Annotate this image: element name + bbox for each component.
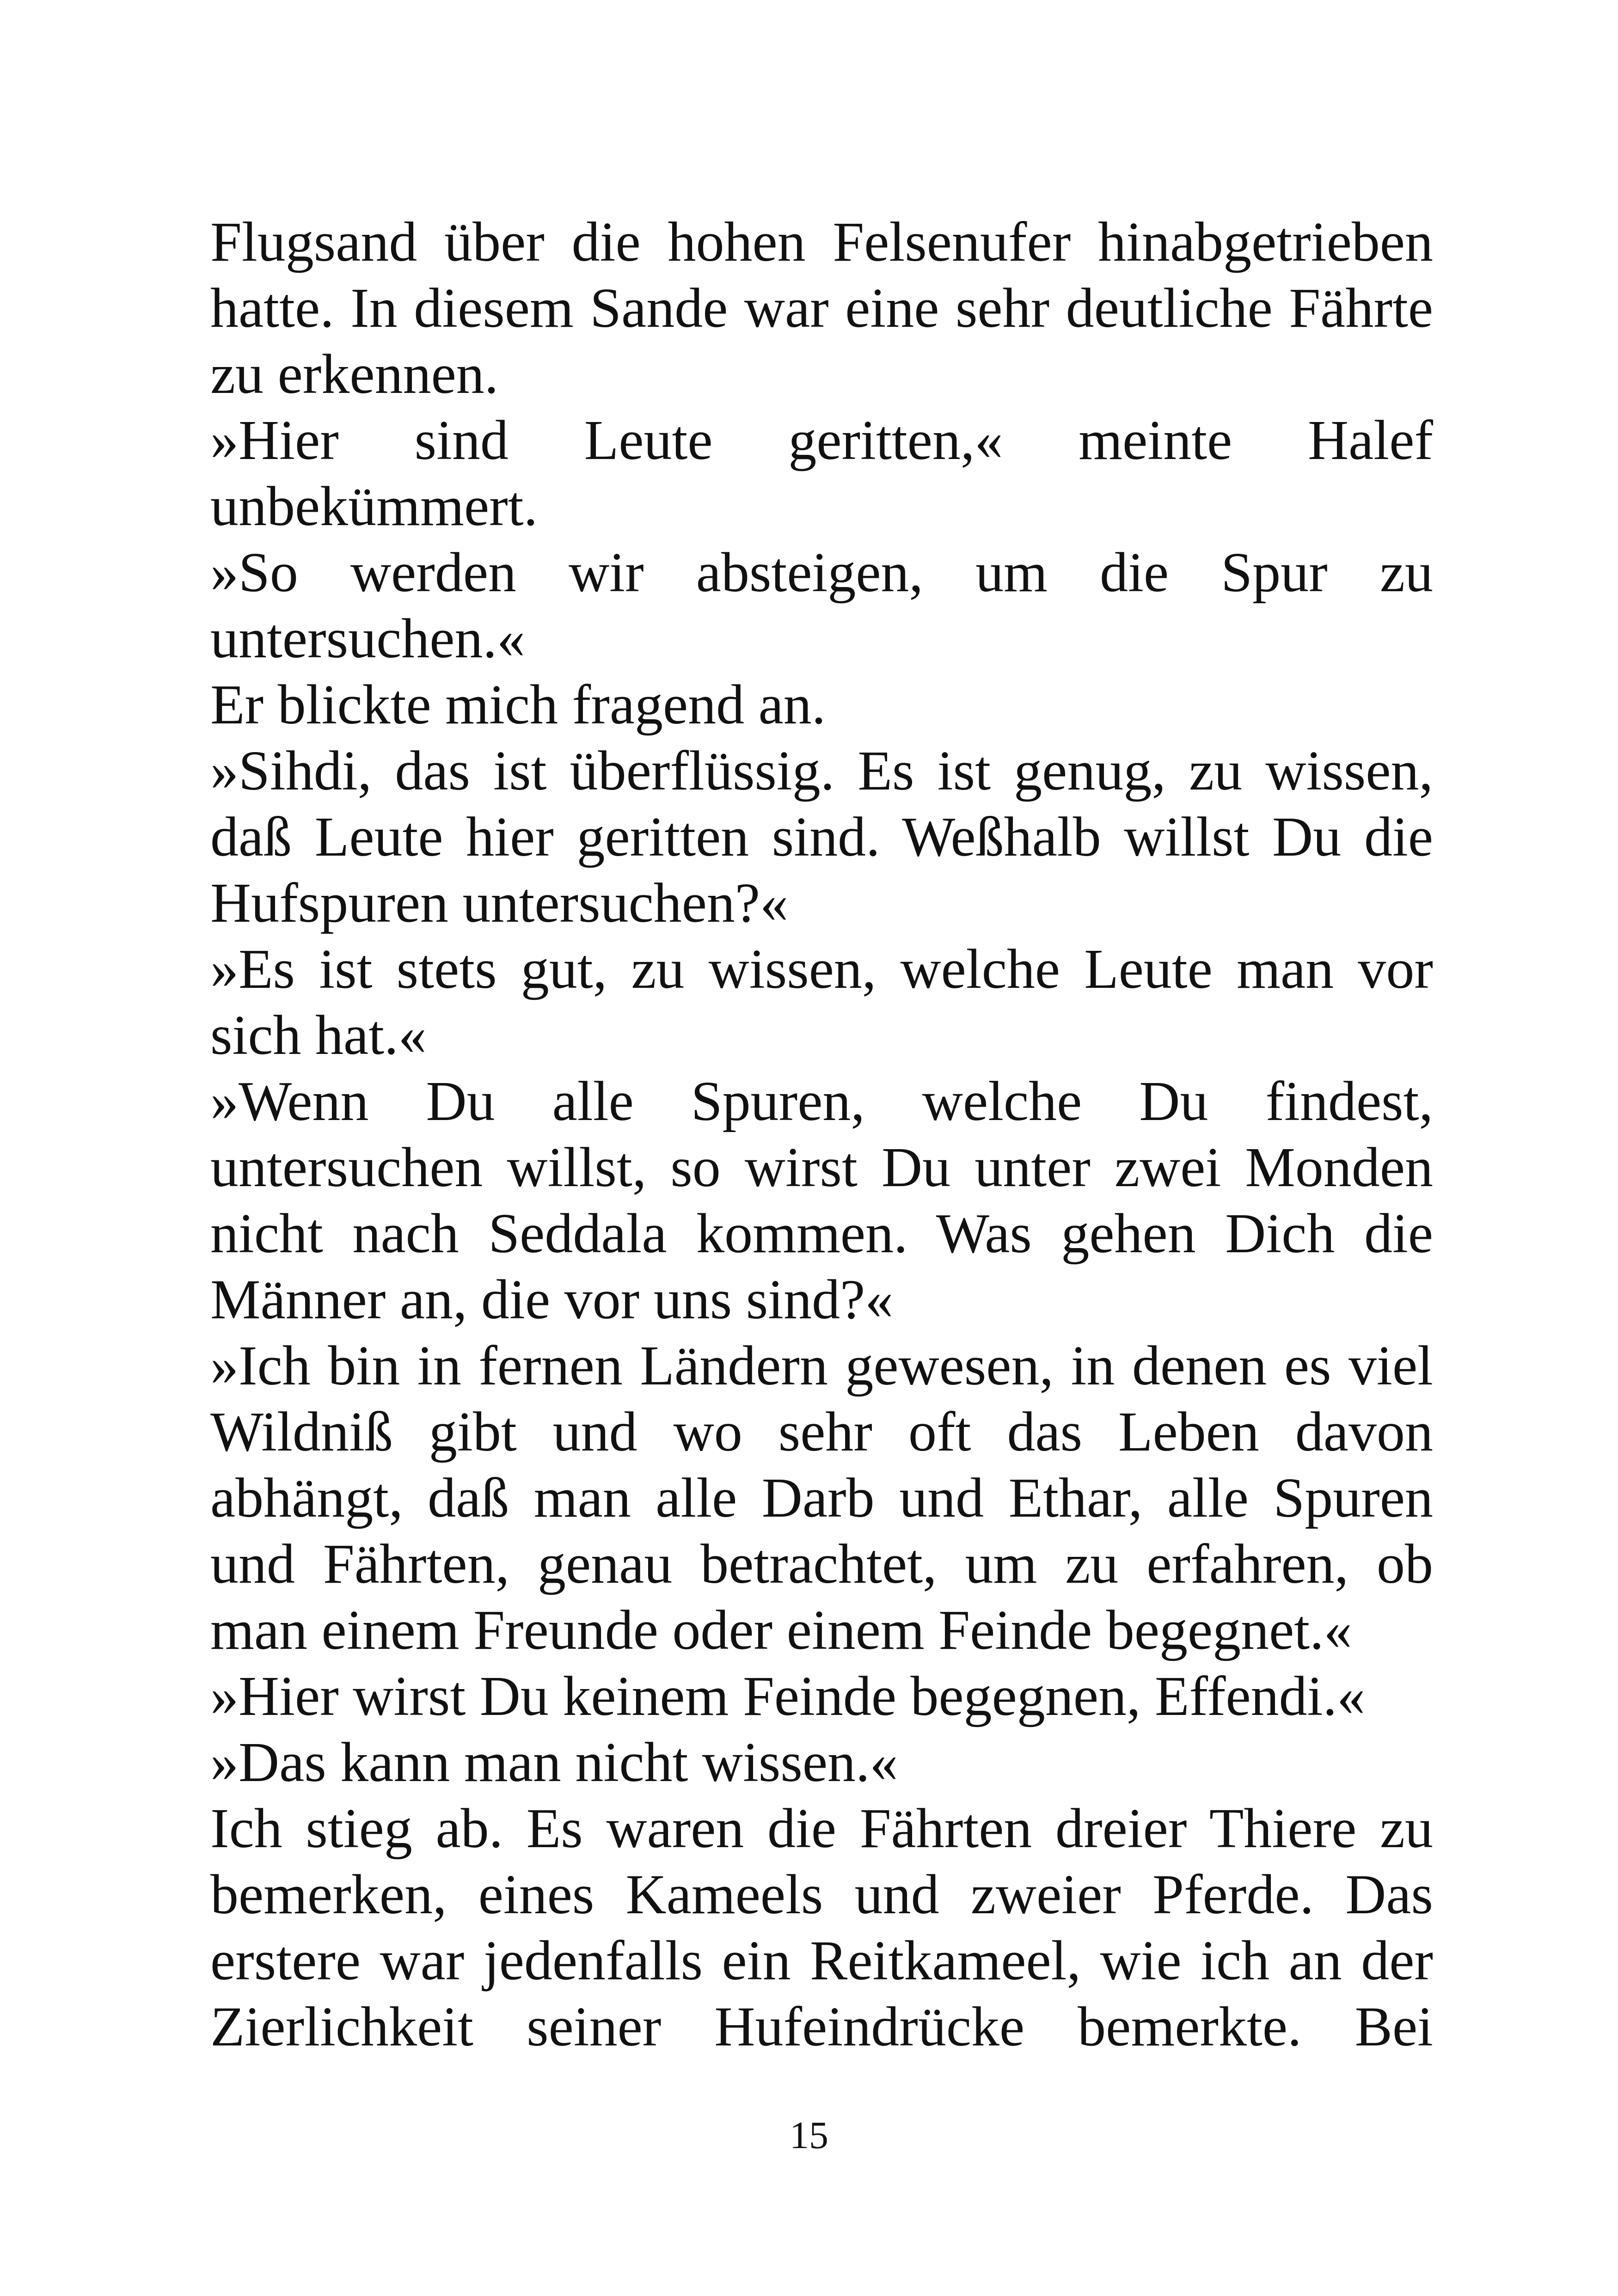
text-line: nicht nach Seddala kommen. Was gehen Dich die [210, 1202, 1433, 1265]
text-line: Hufspuren untersuchen?« [210, 872, 789, 934]
text-line: »Sihdi, das ist überflüssig. Es ist genug, zu wissen, [210, 740, 1433, 802]
text-line: Er blickte mich fragend an. [210, 673, 826, 736]
page-number: 15 [790, 2114, 828, 2157]
text-line: erstere war jedenfalls ein Reitkameel, wie ich an der [210, 1929, 1433, 1992]
text-line: sich hat.« [210, 1004, 427, 1066]
text-line: Männer an, die vor uns sind?« [210, 1268, 894, 1331]
text-line: zu erkennen. [210, 343, 499, 405]
text-line: Zierlichkeit seiner Hufeindrücke bemerkte. Bei [210, 1996, 1433, 2058]
text-line: »Ich bin in fernen Ländern gewesen, in denen es viel [210, 1335, 1433, 1397]
text-line: »Hier wirst Du keinem Feinde begegnen, Effendi.« [210, 1665, 1366, 1727]
text-line: unbekümmert. [210, 475, 538, 538]
text-line: untersuchen.« [210, 607, 525, 670]
text-line: »Es ist stets gut, zu wissen, welche Leute man vor [210, 938, 1433, 1000]
text-line: Wildniß gibt und wo sehr oft das Leben davon [210, 1401, 1433, 1463]
text-line: »Hier sind Leute geritten,« meinte Halef [210, 409, 1433, 471]
text-line: hatte. In diesem Sande war eine sehr deutliche Fährte [210, 277, 1433, 339]
text-line: man einem Freunde oder einem Feinde begegnet.« [210, 1599, 1352, 1661]
body-text [210, 209, 1433, 2060]
text-line: und Fährten, genau betrachtet, um zu erfahren, ob [210, 1533, 1433, 1595]
text-line: daß Leute hier geritten sind. Weßhalb willst Du die [210, 806, 1433, 868]
text-line: »Wenn Du alle Spuren, welche Du findest, [210, 1070, 1433, 1133]
text-line: Flugsand über die hohen Felsenufer hinabgetrieben [210, 211, 1433, 273]
text-line: bemerken, eines Kameels und zweier Pferde. Das [210, 1863, 1433, 1926]
text-line: untersuchen willst, so wirst Du unter zwei Monden [210, 1136, 1433, 1199]
text-line: »Das kann man nicht wissen.« [210, 1731, 898, 1794]
text-line: »So werden wir absteigen, um die Spur zu [210, 541, 1433, 604]
text-line: abhängt, daß man alle Darb und Ethar, alle Spuren [210, 1467, 1433, 1529]
text-line: Ich stieg ab. Es waren die Fährten dreier Thiere zu [210, 1797, 1433, 1860]
